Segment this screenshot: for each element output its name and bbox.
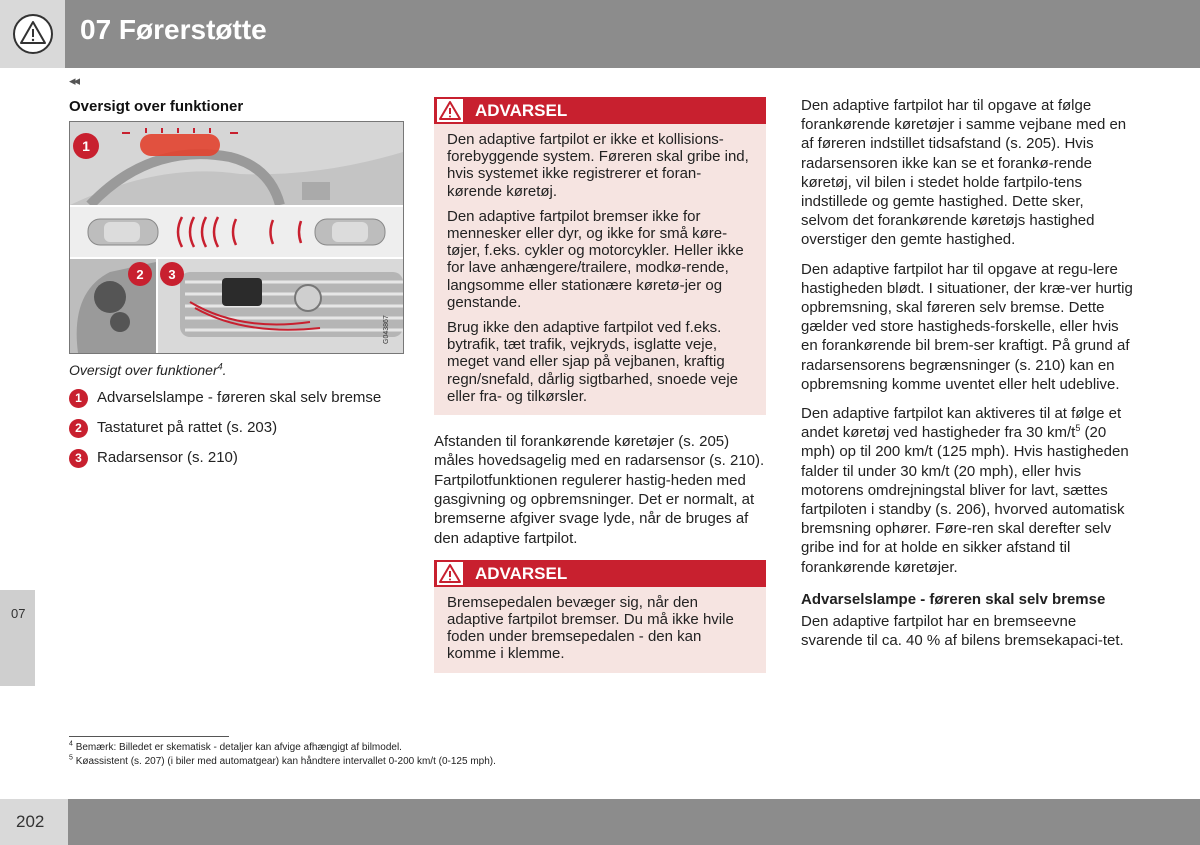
overview-heading: Oversigt over funktioner [69,98,244,115]
warning-triangle-icon [0,0,65,68]
page-header [0,0,1200,68]
warning-paragraph: Den adaptive fartpilot bremser ikke for mennesker eller dyr, og ikke for små køre-tøjer, f.eks. cykler og motorcykler. Heller ikke for lave anhængere/trailere, modkø-rende, langsomme eller stationære køretø-jer og genstande. [447,207,744,311]
footnote-ref[interactable]: 5 [1075,423,1081,434]
legend-text: Advarselslampe - føreren skal selv bremse [97,389,382,406]
overview-figure [69,121,404,354]
body-paragraph: Den adaptive fartpilot har en bremseevne svarende til ca. 40 % af bilens bremsekapaci-tet. [801,612,1124,650]
warning-title: ADVARSEL [475,563,568,583]
side-tab-label: 07 [11,606,26,621]
paragraph-text: Den adaptive fartpilot kan aktiveres til at følge et andet køretøj ved hastigheder fra 30 km/t [801,405,1122,442]
warning-triangle-icon [437,99,463,122]
svg-text:2: 2 [136,267,144,282]
warning-header [434,97,766,124]
legend-number: 3 [69,449,88,468]
caption-text: Oversigt over funktioner [69,362,218,378]
footnote [69,741,496,755]
warning-title: ADVARSEL [475,101,568,120]
overview-illustration [70,122,403,353]
body-paragraph: Den adaptive fartpilot har til opgave at følge forankørende køretøjer i samme vejbane med en af føreren indstillet tidsafstand (s. 205). Hvis radarsensoren ikke kan se et forankø-rende køretøj, vil bilen i stedet holde fartpilo-tens indstillede og gemte hastighed. Dette sker, selvom det forankørende køretøjs hastighed overstiger den gemte hastighed. [801,97,1127,249]
legend-number: 1 [69,389,88,408]
footnote-number: 4 [69,740,73,748]
footnote-number: 5 [69,754,73,762]
figure-code: G043867 [383,315,390,344]
overview-column [69,98,402,478]
svg-text:1: 1 [82,138,90,154]
back-navigation-link[interactable]: ◂◂ [69,73,79,88]
warning-paragraph: Den adaptive fartpilot er ikke et kollisions-forebyggende system. Føreren skal gribe ind, hvis systemet ikke registrerer et foran-kørende køretøj. [447,131,749,200]
legend-item [69,448,402,467]
text-column [801,96,1135,660]
chapter-side-tab[interactable] [0,590,35,686]
caption-footnote-ref[interactable]: 4 [217,361,223,372]
paragraph-text: (20 mph) op til 200 km/t (125 mph). Hvis hastigheden falder til under 30 km/t (20 mph), eller hvis motorens omdrejningstal bliver for lavt, sættes fartpiloten i standby (s. 206), hvorved automatisk bremsning ophører. Føre-ren skal derefter selv gribe ind for at holde en sikker afstand til forankørende køretøjer. [801,424,1129,576]
page-number-box [0,799,68,845]
body-paragraph: Afstanden til forankørende køretøjer (s. 205) måles hovedsagelig med en radarsensor (s. 210). Fartpilotfunktionen regulerer hastig-heden med gasgivning og opbremsninger. Det er normalt, at bremserne afgiver svage lyde, når de bruges af den adaptive fartpilot. [434,433,765,547]
page-footer [0,799,1200,845]
warning-header [434,560,766,587]
footnotes [69,741,496,769]
figure-legend [69,388,402,467]
chapter-title: 07 Førerstøtte [80,14,267,45]
legend-text: Tastaturet på rattet (s. 203) [97,419,278,436]
section-heading: Advarselslampe - føreren skal selv bremse [801,590,1106,608]
warning-paragraph: Bremsepedalen bevæger sig, når den adaptive fartpilot bremser. Du må ikke hvile foden under bremsepedalen - den kan komme i klemme. [447,593,734,663]
legend-text: Radarsensor (s. 210) [97,449,238,466]
footnote-divider [69,736,229,737]
warning-column [434,97,766,673]
body-paragraph: Den adaptive fartpilot har til opgave at regu-lere hastigheden blødt. I situationer, der kræ-ver hurtig opbremsning, skal føreren selv bremse. Dette gælder ved store hastigheds-forskelle, eller hvis en forankørende bil brem-ser kraftigt. På grund af radarsensorens begrænsninger (s. 210) kan en opbremsning komme uventet eller helt udeblive. [801,260,1133,393]
body-paragraph [801,404,1135,577]
header-icon-box [0,0,65,68]
figure-caption [69,362,402,378]
footnote [69,755,496,769]
page-number: 202 [16,812,45,831]
legend-item [69,418,402,437]
caption-period: . [222,362,227,378]
warning-box [434,560,766,673]
warning-triangle-icon [437,562,463,585]
warning-paragraph: Brug ikke den adaptive fartpilot ved f.eks. bytrafik, tæt trafik, vejkryds, isglatte veje, meget vand eller sjap på vejbanen, kraftig regn/snefald, dårlig sigtbarhed, snoede veje eller fra- og tilkørsler. [447,319,739,405]
svg-text:3: 3 [168,267,176,282]
legend-item [69,388,402,407]
footnote-text: Køassistent (s. 207) (i biler med automatgear) kan håndtere intervallet 0-200 km/t (0-125 mph). [75,756,496,767]
footnote-text: Bemærk: Billedet er skematisk - detaljer kan afvige afhængigt af bilmodel. [75,742,402,753]
warning-box [434,97,766,415]
legend-number: 2 [69,419,88,438]
